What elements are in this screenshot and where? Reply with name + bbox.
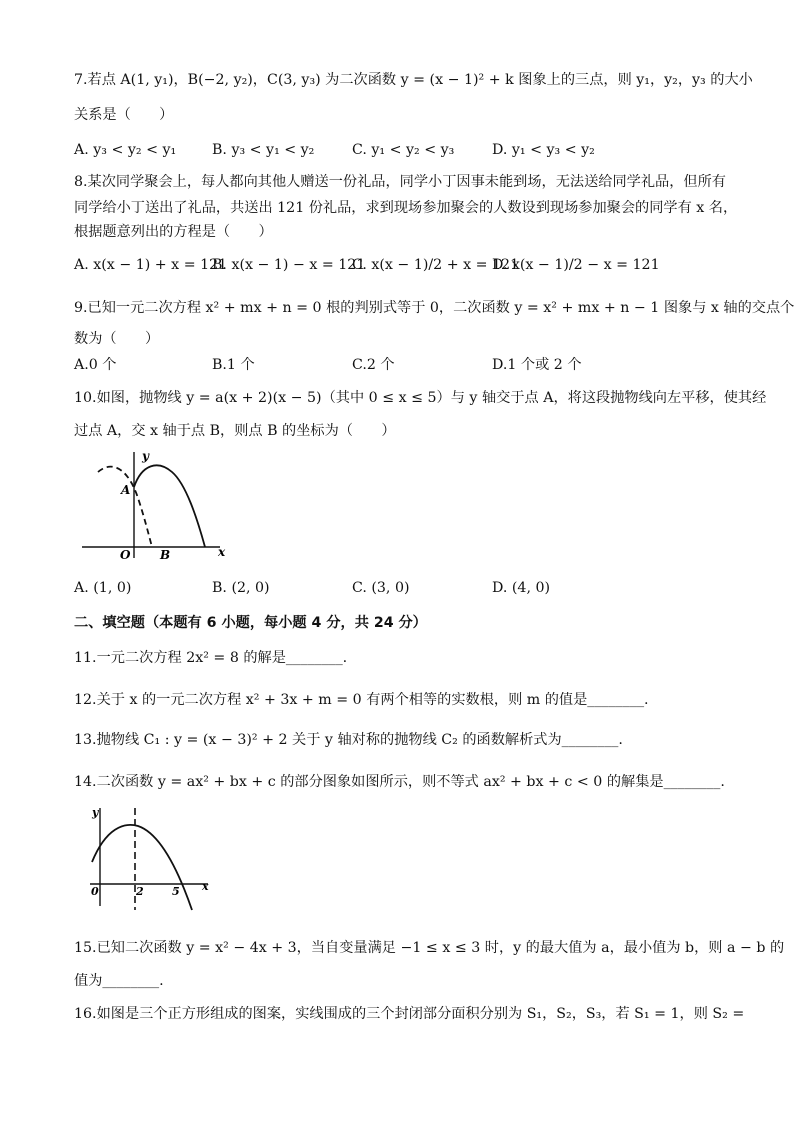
q7-line2: 关系是（ ） xyxy=(74,107,174,123)
q10-label-x: x xyxy=(218,545,226,559)
q10-label-a: A xyxy=(121,483,131,497)
q9-option-b: B.1 个 xyxy=(212,357,255,373)
q14-label-2: 2 xyxy=(136,885,144,898)
q7-option-c: C. y₁ < y₂ < y₃ xyxy=(352,142,455,158)
q8-option-d: D. x(x − 1)/2 − x = 121 xyxy=(492,257,660,273)
q8-option-a: A. x(x − 1) + x = 121 xyxy=(74,257,228,273)
q10-option-a: A. (1, 0) xyxy=(74,580,132,596)
q7-option-b: B. y₃ < y₁ < y₂ xyxy=(212,142,315,158)
q10-solid-parabola xyxy=(134,465,205,547)
q9-line2: 数为（ ） xyxy=(74,331,160,347)
q10-option-c: C. (3, 0) xyxy=(352,580,410,596)
q9-option-a: A.0 个 xyxy=(74,357,117,373)
q15-line1: 15.已知二次函数 y = x² − 4x + 3，当自变量满足 −1 ≤ x ≤ 3 时，y 的最大值为 a，最小值为 b，则 a − b 的 xyxy=(74,940,785,956)
q8-option-b: B. x(x − 1) − x = 121 xyxy=(212,257,366,273)
q14-label-x: x xyxy=(202,880,209,893)
q15-line2: 值为________. xyxy=(74,973,164,989)
q8-line1: 8.某次同学聚会上，每人都向其他人赠送一份礼品，同学小丁因事未能到场，无法送给同学礼品，但所有 xyxy=(74,174,726,190)
q11-text: 11.一元二次方程 2x² = 8 的解是________. xyxy=(74,650,348,666)
q10-line2: 过点 A，交 x 轴于点 B，则点 B 的坐标为（ ） xyxy=(74,423,396,439)
q10-line1: 10.如图，抛物线 y = a(x + 2)(x − 5)（其中 0 ≤ x ≤ 5）与 y 轴交于点 A，将这段抛物线向左平移，使其经 xyxy=(74,390,767,406)
q7-option-d: D. y₁ < y₃ < y₂ xyxy=(492,142,595,158)
q14-label-y: y xyxy=(92,806,99,819)
q7-option-a: A. y₃ < y₂ < y₁ xyxy=(74,142,177,158)
q8-option-c: C. x(x − 1)/2 + x = 121 xyxy=(352,257,520,273)
q8-line2: 同学给小丁送出了礼品，共送出 121 份礼品，求到现场参加聚会的人数设到现场参加聚会的同学有 x 名， xyxy=(74,200,738,216)
section2-heading: 二、填空题（本题有 6 小题，每小题 4 分，共 24 分） xyxy=(74,615,427,631)
q14-label-o: 0 xyxy=(91,885,99,898)
q10-label-o: O xyxy=(120,548,131,562)
q9-line1: 9.已知一元二次方程 x² + mx + n = 0 根的判别式等于 0，二次函数 y = x² + mx + n − 1 图象与 x 轴的交点个 xyxy=(74,300,794,316)
q14-text: 14.二次函数 y = ax² + bx + c 的部分图象如图所示，则不等式 ax² + bx + c < 0 的解集是________. xyxy=(74,774,725,790)
q9-option-d: D.1 个或 2 个 xyxy=(492,357,582,373)
q9-option-c: C.2 个 xyxy=(352,357,395,373)
q8-line3: 根据题意列出的方程是（ ） xyxy=(74,224,273,240)
q10-dashed-parabola xyxy=(98,467,152,547)
q10-option-b: B. (2, 0) xyxy=(212,580,270,596)
q10-label-y: y xyxy=(142,449,149,463)
q7-line1: 7.若点 A(1, y₁)，B(−2, y₂)，C(3, y₃) 为二次函数 y = (x − 1)² + k 图象上的三点，则 y₁，y₂，y₃ 的大小 xyxy=(74,72,753,88)
q10-parabola-figure xyxy=(76,446,236,562)
q12-text: 12.关于 x 的一元二次方程 x² + 3x + m = 0 有两个相等的实数根，则 m 的值是________. xyxy=(74,692,649,708)
q13-text: 13.抛物线 C₁ : y = (x − 3)² + 2 关于 y 轴对称的抛物线 C₂ 的函数解析式为________. xyxy=(74,732,623,748)
q14-label-5: 5 xyxy=(172,885,180,898)
q16-text: 16.如图是三个正方形组成的图案，实线围成的三个封闭部分面积分别为 S₁，S₂，S₃，若 S₁ = 1，则 S₂ = xyxy=(74,1006,745,1022)
q10-label-b: B xyxy=(160,548,171,562)
q14-parabola-figure xyxy=(84,802,214,914)
q10-option-d: D. (4, 0) xyxy=(492,580,551,596)
